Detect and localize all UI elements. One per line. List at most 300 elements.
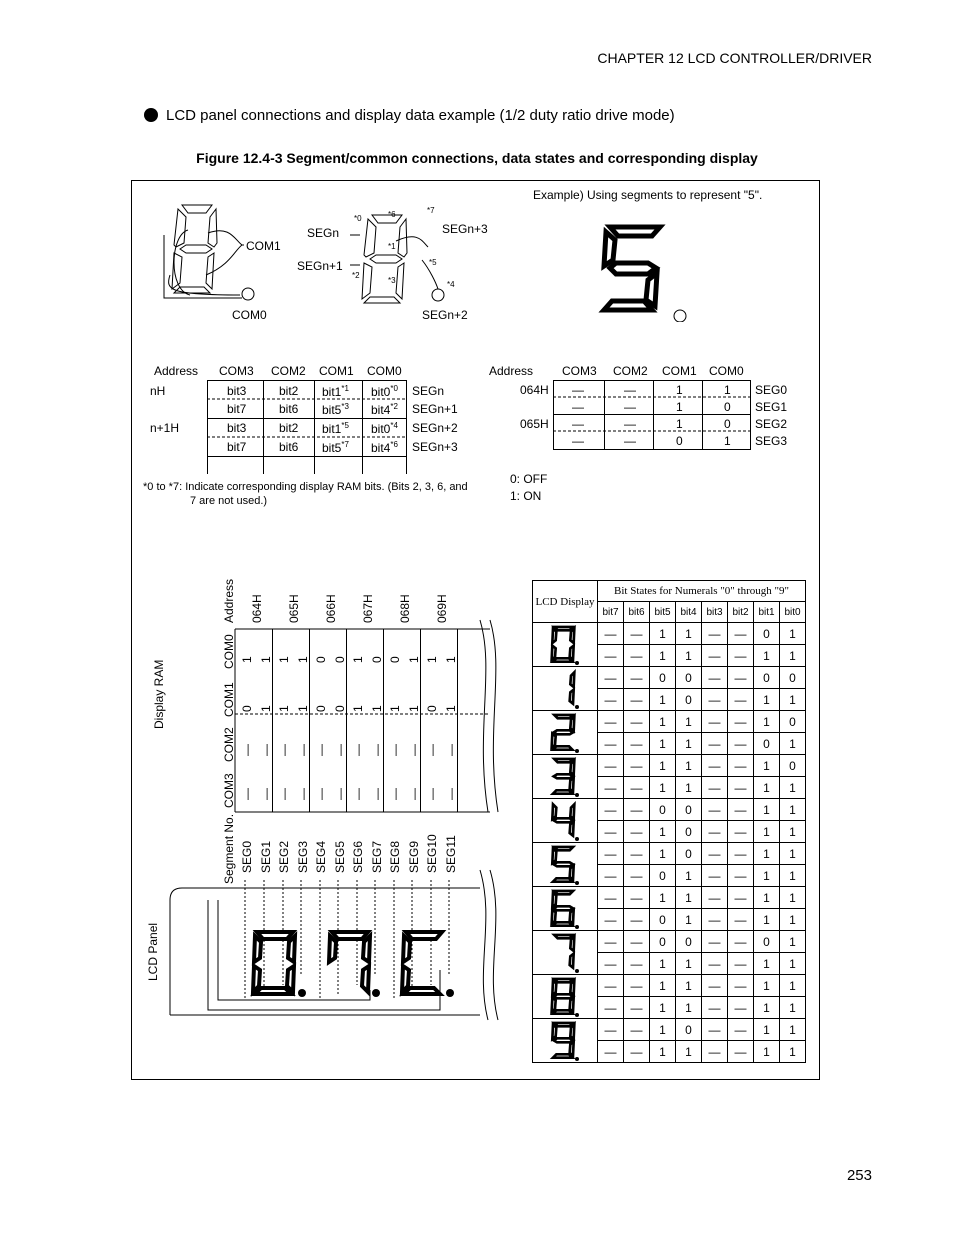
ram-com2-cell: —	[332, 744, 347, 756]
bit-cell: 0	[754, 931, 780, 953]
bit-cell: 1	[676, 953, 702, 975]
bit-cell: 1	[754, 1019, 780, 1041]
ram-com0-cell: 0	[369, 656, 384, 663]
bit-cell: 1	[754, 689, 780, 711]
bit-cell: —	[728, 799, 754, 821]
rt-addr-064h: 064H	[520, 383, 549, 397]
bit-cell: 1	[754, 975, 780, 997]
bit-cell: —	[702, 975, 728, 997]
ram-com3-cell: —	[369, 788, 384, 800]
ram-com3-cell: —	[258, 788, 273, 800]
segment-label-4: SEG4	[314, 840, 328, 873]
segment-label-2: SEG2	[277, 840, 291, 873]
bit-cell: 1	[676, 777, 702, 799]
bit-cell: 1	[754, 843, 780, 865]
bit-cell: 1	[650, 997, 676, 1019]
bit-cell: —	[702, 623, 728, 645]
rt-r3c2: 0	[676, 434, 683, 448]
bit-cell: —	[702, 1041, 728, 1063]
display-ram-label: Display RAM	[152, 659, 166, 729]
bit-cell: 1	[676, 645, 702, 667]
bit-cell: 0	[676, 799, 702, 821]
rt-r2c1: —	[624, 417, 636, 431]
rt-r2c3: 0	[724, 417, 731, 431]
bit-cell: 1	[676, 1041, 702, 1063]
bit-cell: 1	[780, 777, 806, 799]
segment-label-5: SEG5	[332, 840, 347, 873]
lt-seg3: SEGn+3	[412, 440, 458, 454]
bit-header: bit4	[676, 602, 702, 623]
numeral-row	[533, 843, 806, 865]
rt-seg0: SEG0	[755, 383, 788, 397]
ram-com2-cell: —	[406, 744, 421, 756]
bit-cell: 0	[650, 865, 676, 887]
bit-states-header: Bit States for Numerals "0" through "9"	[598, 581, 806, 602]
bit-cell: —	[702, 931, 728, 953]
bit-cell: 1	[650, 711, 676, 733]
rt-r0c0: —	[572, 383, 584, 397]
ram-com1-cell: 0	[240, 705, 254, 712]
bit-cell: 1	[780, 997, 806, 1019]
lt-com3-header: COM3	[219, 364, 254, 378]
ram-address-3: 067H	[361, 594, 375, 623]
bit-cell: —	[702, 733, 728, 755]
bit-cell: 1	[754, 887, 780, 909]
segment-wiring-diagram	[160, 195, 500, 330]
bit-cell: —	[702, 997, 728, 1019]
bit-cell: 1	[754, 953, 780, 975]
bit-cell: —	[702, 777, 728, 799]
ram-com0-cell: 0	[332, 656, 347, 663]
bit-cell: 1	[676, 909, 702, 931]
star0-label: *0	[354, 214, 362, 223]
star5-label: *5	[429, 258, 437, 267]
bit-header: bit6	[624, 602, 650, 623]
bit-cell: 0	[780, 755, 806, 777]
star7-label: *7	[427, 206, 435, 215]
ram-com2-cell: —	[351, 744, 365, 756]
ram-address-label: Address	[222, 578, 236, 623]
bit-cell: 1	[780, 909, 806, 931]
ram-com0-cell: 1	[443, 656, 458, 663]
bit-header: bit0	[780, 602, 806, 623]
digit-five-icon	[598, 222, 698, 322]
bit-cell: —	[702, 689, 728, 711]
bit-cell: —	[702, 799, 728, 821]
bit-cell: —	[624, 755, 650, 777]
ram-address-5: 069H	[435, 594, 449, 623]
bit-cell: —	[624, 667, 650, 689]
bit-header: bit2	[728, 602, 754, 623]
bit-cell: 1	[650, 1019, 676, 1041]
ram-com2-cell: —	[295, 744, 310, 756]
rt-r3c1: —	[624, 434, 636, 448]
bit-cell: 0	[754, 667, 780, 689]
rt-seg2: SEG2	[755, 417, 788, 431]
com1-row-label: COM1	[222, 682, 236, 717]
ram-com0-cell: 0	[388, 656, 402, 663]
bit-cell: 1	[780, 821, 806, 843]
numeral-digit-icon	[533, 887, 598, 931]
lt-r1c2: bit5$^{*3}$	[322, 402, 349, 417]
bit-cell: —	[728, 997, 754, 1019]
lt-address-header: Address	[154, 364, 199, 378]
bit-cell: —	[728, 953, 754, 975]
bit-cell: 1	[780, 975, 806, 997]
bit-cell: —	[624, 843, 650, 865]
numeral-digit-icon	[533, 623, 598, 667]
figure-title: Figure 12.4-3 Segment/common connections, data states and corresponding display	[196, 150, 758, 166]
ram-address-0: 064H	[250, 594, 264, 623]
lt-addr-n1h: n+1H	[150, 421, 180, 435]
rt-r0c3: 1	[724, 383, 731, 397]
lt-r2c0: bit3	[227, 421, 247, 435]
bit-cell: 1	[676, 733, 702, 755]
rt-r0c1: —	[624, 383, 636, 397]
bit-cell: —	[728, 667, 754, 689]
ram-com1-cell: 0	[332, 705, 347, 712]
bit-cell: —	[728, 711, 754, 733]
ram-address-4: 068H	[398, 594, 412, 623]
ram-com1-cell: 0	[425, 705, 439, 712]
bit-cell: 1	[754, 1041, 780, 1063]
bit-cell: —	[598, 931, 624, 953]
ram-com0-cell: 1	[425, 656, 439, 663]
bit-cell: —	[598, 667, 624, 689]
bit-cell: 1	[676, 997, 702, 1019]
numeral-digit-icon	[533, 975, 598, 1019]
bit-cell: 1	[780, 799, 806, 821]
ram-com0-cell: 1	[406, 656, 421, 663]
numeral-row	[533, 887, 806, 909]
numeral-row	[533, 711, 806, 733]
bit-cell: —	[702, 843, 728, 865]
ram-panel-graphic	[150, 590, 510, 1035]
bit-cell: 1	[650, 623, 676, 645]
ram-com3-cell: —	[443, 788, 458, 800]
lt-r1c3: bit4$^{*2}$	[371, 402, 398, 417]
rt-r1c3: 0	[724, 400, 731, 414]
bit-cell: —	[624, 799, 650, 821]
bit-cell: —	[624, 689, 650, 711]
bit-cell: —	[624, 645, 650, 667]
bit-cell: 0	[754, 733, 780, 755]
numeral-digit-icon	[533, 843, 598, 887]
lt-seg1: SEGn+1	[412, 402, 458, 416]
bit-cell: —	[624, 711, 650, 733]
ram-com1-cell: 1	[369, 705, 384, 712]
bit-cell: 1	[676, 865, 702, 887]
com0-row-label: COM0	[222, 634, 236, 669]
bit-cell: —	[598, 909, 624, 931]
bit-cell: 1	[754, 777, 780, 799]
ram-com1-cell: 1	[388, 705, 402, 712]
numeral-digit-icon	[533, 1019, 598, 1063]
bit-cell: —	[624, 931, 650, 953]
bit-cell: —	[728, 733, 754, 755]
bit-cell: 0	[650, 931, 676, 953]
ram-com3-cell: —	[314, 788, 328, 800]
bit-cell: 0	[780, 711, 806, 733]
ram-com2-cell: —	[443, 744, 458, 756]
bit-cell: —	[624, 887, 650, 909]
bit-cell: —	[624, 865, 650, 887]
bit-cell: —	[702, 909, 728, 931]
bit-cell: 1	[780, 953, 806, 975]
bit-cell: —	[702, 953, 728, 975]
segment-label-0: SEG0	[240, 840, 254, 873]
bit-cell: —	[598, 645, 624, 667]
intro-text: LCD panel connections and display data example (1/2 duty ratio drive mode)	[166, 107, 675, 124]
ram-com2-cell: —	[240, 744, 254, 756]
rt-seg1: SEG1	[755, 400, 788, 414]
bit-cell: —	[598, 843, 624, 865]
numeral-row	[533, 667, 806, 689]
segment-label-11: SEG11	[443, 835, 458, 873]
bit-cell: —	[624, 909, 650, 931]
bit-cell: —	[702, 711, 728, 733]
bit-cell: 1	[676, 623, 702, 645]
rt-seg3: SEG3	[755, 434, 788, 448]
bit-cell: 1	[780, 645, 806, 667]
lcd-panel-label: LCD Panel	[146, 922, 160, 981]
lt-r0c3: bit0$^{*0}$	[371, 384, 398, 399]
bit-cell: —	[624, 623, 650, 645]
bit-cell: —	[598, 733, 624, 755]
bit-cell: 1	[754, 711, 780, 733]
ram-com0-cell: 1	[258, 656, 273, 663]
bit-cell: 1	[650, 975, 676, 997]
lt-addr-nh: nH	[150, 384, 166, 398]
ram-com3-cell: —	[240, 788, 254, 800]
bit-cell: —	[598, 953, 624, 975]
bit-cell: 1	[650, 755, 676, 777]
bit-cell: 1	[780, 1041, 806, 1063]
lt-r0c0: bit3	[227, 384, 247, 398]
segn2-label: SEGn+2	[422, 308, 468, 322]
bit-cell: 1	[780, 623, 806, 645]
rt-r3c3: 1	[724, 434, 731, 448]
bit-cell: 0	[676, 1019, 702, 1041]
bit-cell: —	[598, 755, 624, 777]
numeral-row	[533, 623, 806, 645]
bit-cell: 1	[754, 799, 780, 821]
bit-cell: —	[728, 1019, 754, 1041]
ram-com3-cell: —	[295, 788, 310, 800]
ram-com1-cell: 1	[406, 705, 421, 712]
segment-label-6: SEG6	[351, 840, 365, 873]
bit-cell: 1	[676, 975, 702, 997]
bit-cell: 1	[780, 733, 806, 755]
ram-com1-cell: 1	[258, 705, 273, 712]
segn-label: SEGn	[307, 226, 340, 240]
bit-cell: —	[598, 865, 624, 887]
ram-com2-cell: —	[314, 744, 328, 756]
ram-com3-cell: —	[351, 788, 365, 800]
bit-cell: —	[702, 887, 728, 909]
bit-cell: —	[598, 799, 624, 821]
bit-header: bit5	[650, 602, 676, 623]
rt-addr-065h: 065H	[520, 417, 549, 431]
segment-label-7: SEG7	[369, 840, 384, 873]
bit-cell: 1	[676, 887, 702, 909]
bit-cell: —	[624, 777, 650, 799]
bit-cell: 1	[780, 843, 806, 865]
ram-com1-cell: 0	[314, 705, 328, 712]
ram-com2-cell: —	[369, 744, 384, 756]
bit-cell: 1	[650, 953, 676, 975]
bit-cell: —	[728, 865, 754, 887]
rt-com2-header: COM2	[613, 364, 648, 378]
segn3-label: SEGn+3	[442, 222, 488, 236]
numerals-grid	[532, 580, 806, 1063]
bit-cell: 1	[754, 997, 780, 1019]
bit-cell: 0	[676, 667, 702, 689]
lt-r1c0: bit7	[227, 402, 247, 416]
rt-legend-on: 1: ON	[510, 489, 542, 503]
bit-cell: 1	[650, 887, 676, 909]
com3-row-label: COM3	[222, 773, 236, 808]
bit-cell: —	[702, 821, 728, 843]
ram-com3-cell: —	[277, 788, 291, 800]
bit-cell: —	[624, 821, 650, 843]
com0-label: COM0	[232, 308, 267, 322]
numeral-digit-icon	[533, 799, 598, 843]
numeral-row	[533, 799, 806, 821]
bit-cell: 1	[754, 865, 780, 887]
ram-com1-cell: 1	[443, 705, 458, 712]
numeral-digit-icon	[533, 755, 598, 799]
rt-r1c0: —	[572, 400, 584, 414]
numeral-row	[533, 755, 806, 777]
bit-cell: 0	[676, 931, 702, 953]
bit-cell: —	[702, 755, 728, 777]
ram-com0-cell: 1	[295, 656, 310, 663]
bit-cell: 1	[650, 689, 676, 711]
ram-com0-cell: 0	[314, 656, 328, 663]
bit-cell: 1	[780, 931, 806, 953]
star4-label: *4	[447, 280, 455, 289]
segment-label-10: SEG10	[425, 834, 439, 873]
lt-r0c1: bit2	[279, 384, 299, 398]
ram-com3-cell: —	[332, 788, 347, 800]
bit-cell: —	[598, 1041, 624, 1063]
rt-r1c2: 1	[676, 400, 683, 414]
ram-com3-cell: —	[406, 788, 421, 800]
bit-cell: —	[624, 953, 650, 975]
ram-com0-cell: 1	[240, 656, 254, 663]
bit-cell: 1	[780, 689, 806, 711]
lt-r2c1: bit2	[279, 421, 299, 435]
bit-cell: 1	[754, 909, 780, 931]
bit-cell: —	[598, 997, 624, 1019]
numeral-digit-icon	[533, 931, 598, 975]
star2-label: *2	[352, 271, 360, 280]
lt-com1-header: COM1	[319, 364, 354, 378]
rt-address-header: Address	[489, 364, 534, 378]
bit-cell: —	[728, 755, 754, 777]
bit-cell: —	[728, 821, 754, 843]
ram-com1-cell: 1	[351, 705, 365, 712]
rt-com1-header: COM1	[662, 364, 697, 378]
ram-address-2: 066H	[324, 594, 338, 623]
bit-cell: 1	[754, 755, 780, 777]
bit-cell: —	[728, 645, 754, 667]
star6-label: *6	[388, 210, 396, 219]
lt-r3c1: bit6	[279, 440, 299, 454]
segn1-label: SEGn+1	[297, 259, 343, 273]
numeral-row	[533, 1019, 806, 1041]
bit-cell: —	[598, 821, 624, 843]
lt-com0-header: COM0	[367, 364, 402, 378]
bit-cell: —	[624, 1019, 650, 1041]
lt-r3c2: bit5$^{*7}$	[322, 440, 349, 455]
bit-cell: 1	[754, 645, 780, 667]
ram-com2-cell: —	[425, 744, 439, 756]
bit-cell: 1	[676, 711, 702, 733]
com1-label: COM1	[246, 239, 281, 253]
ram-com3-cell: —	[425, 788, 439, 800]
lt-r3c3: bit4$^{*6}$	[371, 440, 398, 455]
numeral-row	[533, 931, 806, 953]
lt-note-line2: 7 are not used.)	[190, 495, 268, 507]
bit-cell: —	[598, 711, 624, 733]
bit-cell: 1	[650, 645, 676, 667]
rt-r2c0: —	[572, 417, 584, 431]
segment-label-9: SEG9	[406, 840, 421, 873]
lt-r2c2: bit1$^{*5}$	[322, 421, 349, 436]
ram-com2-cell: —	[388, 744, 402, 756]
rt-r2c2: 1	[676, 417, 683, 431]
bit-cell: —	[728, 975, 754, 997]
bit-cell: —	[728, 909, 754, 931]
bit-cell: —	[728, 843, 754, 865]
bit-cell: 0	[650, 909, 676, 931]
segment-label-8: SEG8	[388, 840, 402, 873]
example-caption: Example) Using segments to represent "5".	[533, 188, 763, 202]
bit-cell: 0	[780, 667, 806, 689]
bit-cell: 0	[650, 667, 676, 689]
bit-cell: 1	[780, 865, 806, 887]
ram-com1-cell: 1	[295, 705, 310, 712]
bit-cell: 1	[754, 821, 780, 843]
bit-cell: 0	[650, 799, 676, 821]
lt-note-line1: *0 to *7: Indicate corresponding display RAM bits. (Bits 2, 3, 6, and	[143, 481, 468, 493]
bit-header: bit7	[598, 602, 624, 623]
bit-cell: —	[702, 667, 728, 689]
ram-com0-cell: 1	[351, 656, 365, 663]
ram-com2-cell: —	[258, 744, 273, 756]
bit-cell: 1	[676, 755, 702, 777]
bit-cell: 1	[650, 843, 676, 865]
lt-seg0: SEGn	[412, 384, 445, 398]
bit-cell: —	[598, 623, 624, 645]
bit-cell: —	[598, 777, 624, 799]
bit-cell: 1	[650, 821, 676, 843]
rt-r1c1: —	[624, 400, 636, 414]
ram-com0-cell: 1	[277, 656, 291, 663]
bit-cell: —	[728, 931, 754, 953]
rt-legend-off: 0: OFF	[510, 472, 548, 486]
bit-cell: 0	[676, 821, 702, 843]
ram-com2-cell: —	[277, 744, 291, 756]
bit-cell: —	[728, 1041, 754, 1063]
lt-com2-header: COM2	[271, 364, 306, 378]
star3-label: *3	[388, 276, 396, 285]
segment-label-3: SEG3	[295, 840, 310, 873]
bullet-icon	[144, 108, 158, 122]
bit-cell: 0	[676, 843, 702, 865]
